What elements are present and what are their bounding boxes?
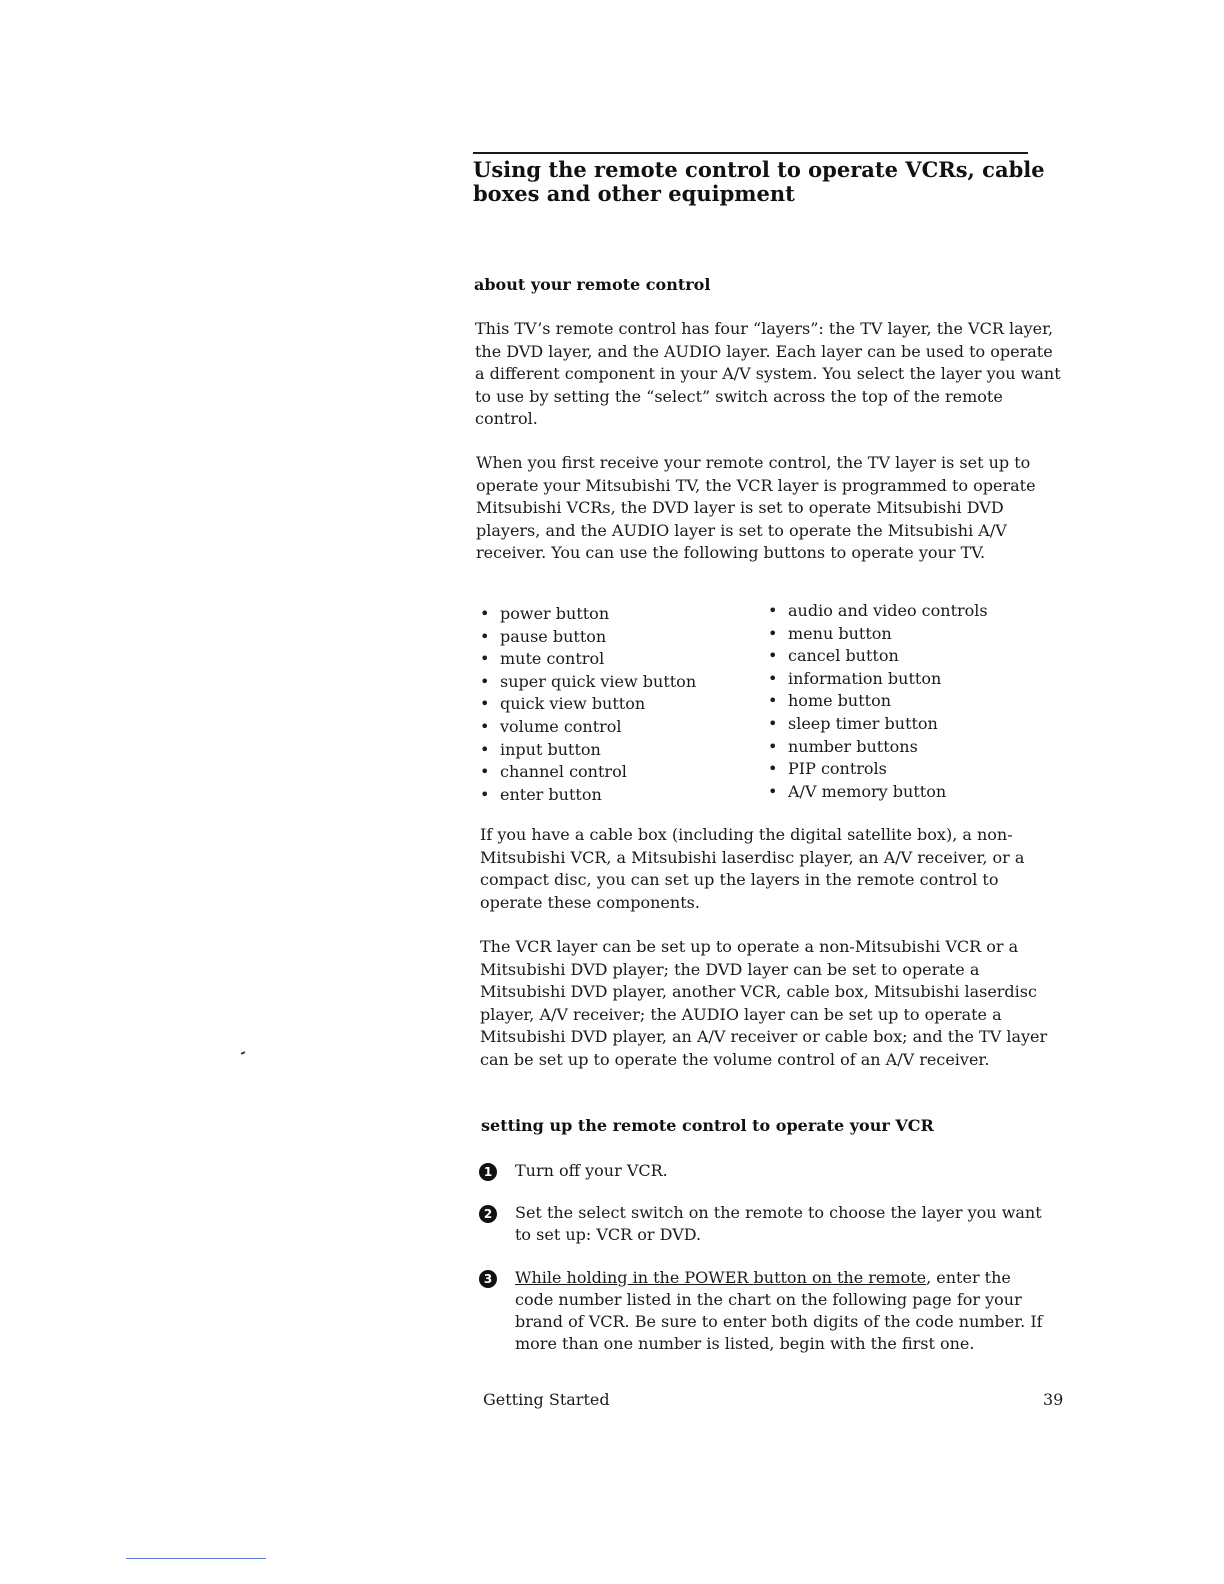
- list-item: • channel control: [480, 762, 627, 782]
- list-item: • information button: [768, 668, 942, 688]
- list-item: • super quick view button: [480, 671, 697, 691]
- list-item: • sleep timer button: [768, 713, 938, 733]
- step-text: Turn off your VCR.: [515, 1161, 668, 1180]
- list-item: • menu button: [768, 623, 892, 643]
- about-paragraph-3: If you have a cable box (including the digital satellite box), a non-Mitsubishi VCR, a Mitsubishi laserdisc player, an A/V receiver, or a compact disc, you can set up the layers in the remote control to operate these components.: [480, 825, 1025, 912]
- scan-edge-mark: [126, 1558, 266, 1559]
- about-paragraph-4: The VCR layer can be set up to operate a non-Mitsubishi VCR or a Mitsubishi DVD player; the DVD layer can be set to operate a Mitsubishi DVD player, another VCR, cable box, Mitsubishi laserdisc player, A/V receiver; the AUDIO layer can be set up to operate a Mitsubishi DVD player, an A/V receiver or cable box; and the TV layer can be set up to operate the volume control of an A/V receiver.: [480, 937, 1048, 1069]
- list-item: • PIP controls: [768, 759, 887, 779]
- step-text: [515, 1267, 1045, 1355]
- page-title: Using the remote control to operate VCRs, cable boxes and other equipment: [473, 157, 1045, 206]
- list-item: • home button: [768, 691, 892, 711]
- list-item: • number buttons: [768, 736, 918, 756]
- scan-speck: [241, 1051, 245, 1055]
- about-paragraph-1: This TV’s remote control has four “layers”: the TV layer, the VCR layer, the DVD layer, and the AUDIO layer. Each layer can be used to operate a different component in your A/V system. You select the layer you want to use by setting the “select” switch across the top of the remote control.: [475, 319, 1061, 429]
- list-item: • quick view button: [480, 694, 646, 714]
- bullet-list-right: [764, 600, 988, 803]
- list-item: • volume control: [480, 716, 622, 736]
- about-paragraph-2: When you first receive your remote control, the TV layer is set up to operate your Mitsubishi TV, the VCR layer is programmed to operate Mitsubishi VCRs, the DVD layer is set to operate Mitsubishi DVD players, and the AUDIO layer is set to operate the Mitsubishi A/V receiver. You can use the following buttons to operate your TV.: [476, 453, 1036, 563]
- step-text-rest: , enter the code number listed in the chart on the following page for your brand of VCR. Be sure to enter both digits of the code number. If more than one number is listed, begin with the first one.: [515, 1268, 1043, 1353]
- list-item: • input button: [480, 739, 601, 759]
- step-number-badge: 3: [479, 1270, 497, 1288]
- footer-section-name: Getting Started: [483, 1390, 610, 1409]
- step-number-badge: 2: [479, 1205, 497, 1223]
- list-item: • enter button: [480, 784, 602, 804]
- list-item: • power button: [480, 604, 610, 623]
- title-rule: [473, 152, 1028, 154]
- step-number-badge: 1: [479, 1163, 497, 1181]
- list-item: • cancel button: [768, 646, 899, 666]
- list-item: • pause button: [480, 626, 607, 646]
- step-emphasis: While holding in the POWER button on the remote: [515, 1268, 927, 1287]
- page-number: 39: [1043, 1390, 1064, 1409]
- setup-heading: setting up the remote control to operate your VCR: [481, 1116, 934, 1135]
- list-item: • A/V memory button: [768, 781, 947, 801]
- list-item: • mute control: [480, 649, 605, 669]
- bullet-list-left: [476, 603, 696, 806]
- about-heading: about your remote control: [474, 275, 711, 294]
- step-text: Set the select switch on the remote to choose the layer you want to set up: VCR or DVD.: [515, 1203, 1042, 1244]
- list-item: • audio and video controls: [768, 601, 988, 620]
